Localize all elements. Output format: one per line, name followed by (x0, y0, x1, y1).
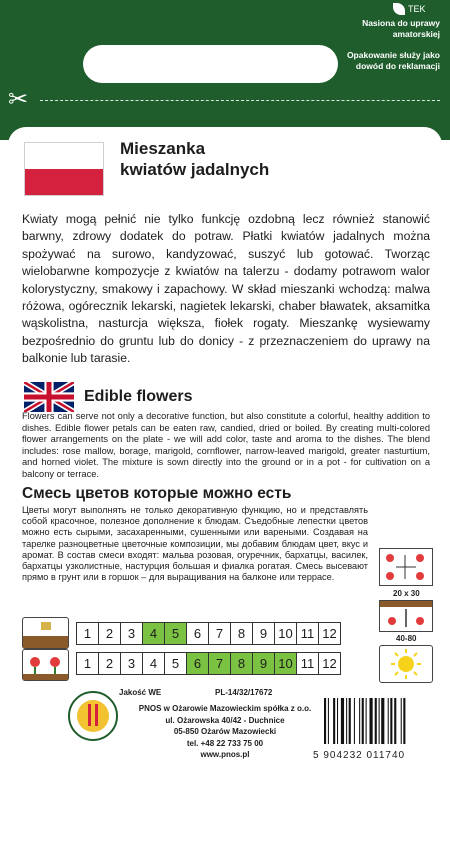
pl-title-line1: Mieszanka (120, 139, 206, 158)
calendar-month-cell: 9 (252, 622, 275, 645)
barcode (322, 698, 432, 744)
calendar-month-cell: 5 (164, 652, 187, 675)
calendar-month-cell: 4 (142, 652, 165, 675)
calendar-month-cell: 10 (274, 622, 297, 645)
tek-mark (393, 3, 426, 15)
calendar-month-cell: 2 (98, 652, 121, 675)
calendar-month-cell: 11 (296, 652, 319, 675)
hang-slot (83, 45, 338, 83)
en-title: Edible flowers (84, 388, 193, 405)
pl-description: Kwiaty mogą pełnić nie tylko funkcję ozdobną lecz również stanowić barwny, zdrowy dodatek do potraw. Płatki kwiatów jadalnych można spożywać na surowo, kandyzować, suszyć lub gotować. Tworząc wielobarwne kompozycje z kwiatów na talerzu - dodamy potrawom walor kolorystyczny, smakowy i zapachowy. W skład mieszanki wchodzą: malwa różowa, ogórecznik lekarski, nagietek lekarski, chaber bławatek, aksamitka wąskolistna, nasturcja większa, fiołek rogaty. Mieszankę wysiewamy bezpośrednio do gruntu lub do donicy - z przeznaczeniem do uprawy na balkonie lub tarasie. (22, 212, 430, 366)
pl-title (120, 138, 269, 180)
company-name: PNOS w Ożarowie Mazowieckim spółka z o.o. (138, 704, 312, 713)
calendar-month-cell: 12 (318, 622, 341, 645)
scissors-icon: ✂ (8, 86, 29, 113)
calendar-month-cell: 6 (186, 652, 209, 675)
complaint-note: Opakowanie służy jako dowód do reklamacji (346, 50, 440, 71)
quality-label: Jakość WE (119, 688, 162, 697)
calendar-month-cell: 8 (230, 652, 253, 675)
company-street: ul. Ożarowska 40/42 - Duchnice (165, 715, 285, 725)
sowing-calendar (77, 622, 341, 645)
barcode-number: 5 904232 011740 (313, 750, 406, 761)
sun-icon (379, 645, 433, 683)
company-phone: tel. +48 22 733 75 00 (186, 738, 264, 748)
company-city: 05-850 Ożarów Mazowiecki (173, 727, 277, 736)
calendar-month-cell: 5 (164, 622, 187, 645)
plant-spacing-icon (379, 548, 433, 586)
flowering-icon (22, 649, 69, 681)
amateur-note: Nasiona do uprawy amatorskiej (362, 18, 440, 39)
depth-label: 40-80 (396, 634, 417, 643)
calendar-month-cell: 7 (208, 622, 231, 645)
calendar-month-cell: 3 (120, 652, 143, 675)
pl-title-line2: kwiatów jadalnych (120, 160, 270, 179)
spacing-label: 20 x 30 (393, 589, 420, 598)
calendar-month-cell: 6 (186, 622, 209, 645)
calendar-month-cell: 7 (208, 652, 231, 675)
sowing-icon (22, 617, 69, 649)
cert-number: PL-14/32/17672 (215, 688, 273, 697)
poland-flag-icon (24, 142, 104, 196)
leaf-icon (393, 3, 405, 15)
ru-title: Смесь цветов которые можно есть (22, 485, 292, 502)
calendar-month-cell: 1 (76, 622, 99, 645)
company-info (110, 703, 340, 761)
calendar-month-cell: 11 (296, 622, 319, 645)
calendar-month-cell: 2 (98, 622, 121, 645)
ru-description: Цветы могут выполнять не только декоративную функцию, но и представлять собой красочное, полезное дополнение к блюдам. Съедобные лепестки цветов можно есть сырыми, засахаренными, сушенными или вареными. Создавая на тарелке разноцветные цветочные композиции, мы добавим блюдам цвет, вкус и аромат. В состав смеси входят: мальва розовая, огуречник, бархатцы, василек, бархатцы узколистные, настурция большая и фиалка рогатая. Смесь высевают прямо в грунт или в горшок – для выращивания на балконе или террасе. (22, 505, 368, 583)
sowing-depth-icon (379, 600, 433, 632)
package-notes (330, 18, 440, 72)
company-website: www.pnos.pl (200, 750, 250, 759)
flowering-calendar (77, 652, 341, 675)
calendar-month-cell: 1 (76, 652, 99, 675)
calendar-month-cell: 9 (252, 652, 275, 675)
calendar-month-cell: 3 (120, 622, 143, 645)
calendar-month-cell: 12 (318, 652, 341, 675)
calendar-month-cell: 4 (142, 622, 165, 645)
calendar-month-cell: 10 (274, 652, 297, 675)
calendar-month-cell: 8 (230, 622, 253, 645)
en-description: Flowers can serve not only a decorative function, but also constitute a colorful, healthy addition to dishes. Edible flower petals can be eaten raw, candied, dried or boiled. By creating multi-colored flower arrangements on the plate - we will add color, taste and aroma to the dishes. The blend includes: rose mallow, borage, marigold, cornflower, narrow-leaved marigold, greater nasturtium, and horned violet. The mixture is sown directly into the ground or in a pot - for cultivation on a balcony or terrace. (22, 411, 430, 479)
uk-flag-icon (24, 382, 74, 412)
cut-line (40, 100, 440, 101)
tek-label: TEK (408, 4, 426, 14)
